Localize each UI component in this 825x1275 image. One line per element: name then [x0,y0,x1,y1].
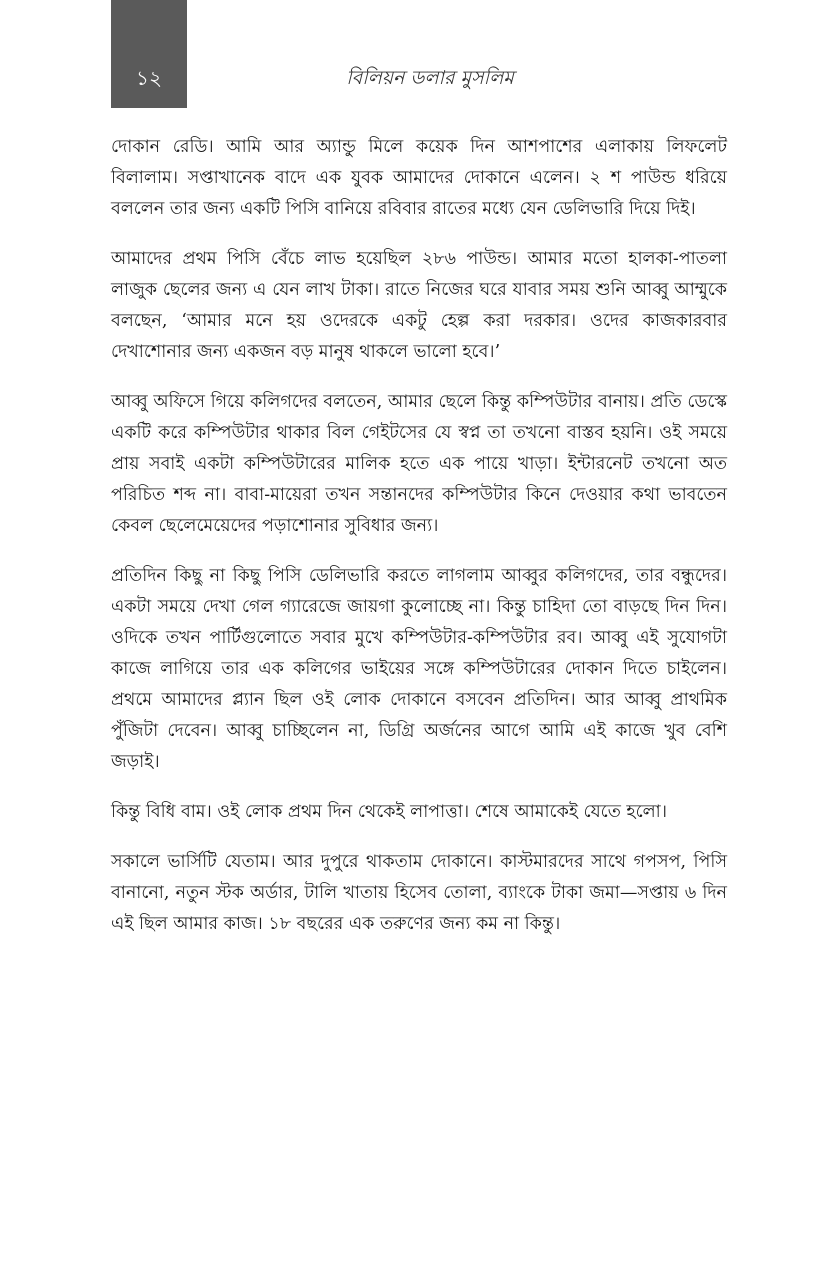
paragraph-4: প্রতিদিন কিছু না কিছু পিসি ডেলিভারি করতে লাগলাম আব্বুর কলিগদের, তার বন্ধুদের। একটা সময়ে দেখা গেল গ্যারেজে জায়গা কুলোচ্ছে না। কিন্তু চাহিদা তো বাড়ছে দিন দিন। ওদিকে তখন পার্টিগুলোতে সবার মুখে কম্পিউটার-কম্পিউটার রব। আব্বু এই সুযোগটা কাজে লাগিয়ে তার এক কলিগের ভাইয়ের সঙ্গে কম্পিউটারের দোকান দিতে চাইলেন। প্রথমে আমাদের প্ল্যান ছিল ওই লোক দোকানে বসবেন প্রতিদিন। আর আব্বু প্রাথমিক পুঁজিটা দেবেন। আব্বু চাচ্ছিলেন না, ডিগ্রি অর্জনের আগে আমি এই কাজে খুব বেশি জড়াই। [111,566,727,772]
body-text [111,132,727,959]
page-number-tab [111,0,187,108]
paragraph-2: আমাদের প্রথম পিসি বেঁচে লাভ হয়েছিল ২৮৬ পাউন্ড। আমার মতো হালকা-পাতলা লাজুক ছেলের জন্য এ যেন লাখ টাকা। রাতে নিজের ঘরে যাবার সময় শুনি আব্বু আম্মুকে বলছেন, ‘আমার মনে হয় ওদেরকে একটু হেল্প করা দরকার। ওদের কাজকারবার দেখাশোনার জন্য একজন বড় মানুষ থাকলে ভালো হবে।’ [111,249,727,362]
paragraph-5: কিন্তু বিধি বাম। ওই লোক প্রথম দিন থেকেই লাপাত্তা। শেষে আমাকেই যেতে হলো। [111,802,668,822]
running-header-title: বিলিয়ন ডলার মুসলিম [346,67,514,89]
page-number: ১২ [136,66,162,90]
paragraph-6: সকালে ভার্সিটি যেতাম। আর দুপুরে থাকতাম দোকানে। কাস্টমারদের সাথে গপসপ, পিসি বানানো, নতুন স্টক অর্ডার, টালি খাতায় হিসেব তোলা, ব্যাংকে টাকা জমা—সপ্তায় ৬ দিন এই ছিল আমার কাজ। ১৮ বছরের এক তরুণের জন্য কম না কিন্তু। [111,852,727,934]
paragraph-1: দোকান রেডি। আমি আর অ্যান্ডু মিলে কয়েক দিন আশপাশের এলাকায় লিফলেট বিলালাম। সপ্তাখানেক বাদে এক যুবক আমাদের দোকানে এলেন। ২ শ পাউন্ড ধরিয়ে বললেন তার জন্য একটি পিসি বানিয়ে রবিবার রাতের মধ্যে যেন ডেলিভারি দিয়ে দিই। [111,137,727,219]
paragraph-3: আব্বু অফিসে গিয়ে কলিগদের বলতেন, আমার ছেলে কিন্তু কম্পিউটার বানায়। প্রতি ডেস্কে একটি করে কম্পিউটার থাকার বিল গেইটসের যে স্বপ্ন তা তখনো বাস্তব হয়নি। ওই সময়ে প্রায় সবাই একটা কম্পিউটারের মালিক হতে এক পায়ে খাড়া। ইন্টারনেট তখনো অত পরিচিত শব্দ না। বাবা-মায়েরা তখন সন্তানদের কম্পিউটার কিনে দেওয়ার কথা ভাবতেন কেবল ছেলেমেয়েদের পড়াশোনার সুবিধার জন্য। [111,392,727,536]
